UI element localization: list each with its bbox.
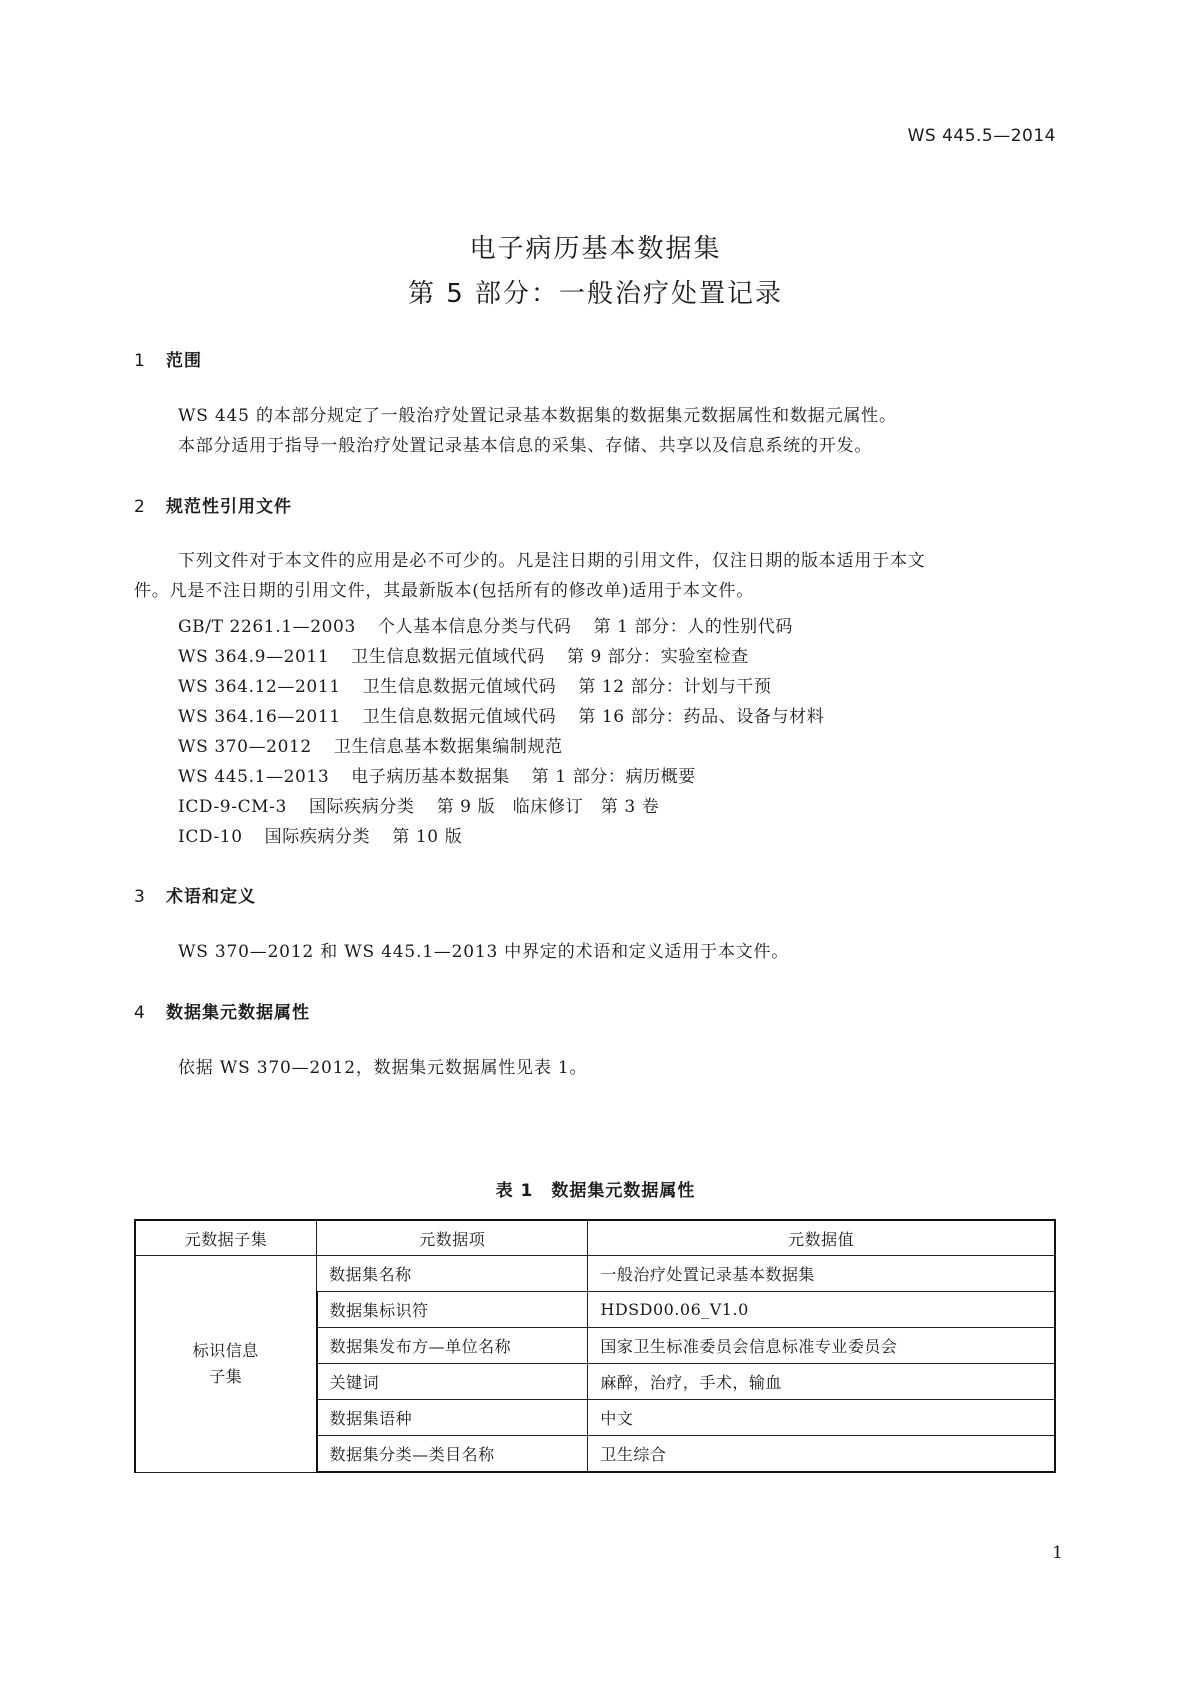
metadata-item: 关键词 bbox=[317, 1364, 588, 1400]
reference-title: 国际疾病分类 bbox=[264, 827, 371, 847]
metadata-value: HDSD00.06_V1.0 bbox=[588, 1292, 1055, 1328]
reference-title: 卫生信息数据元值域代码 bbox=[362, 677, 557, 697]
section-2-intro: 下列文件对于本文件的应用是必不可少的。凡是注日期的引用文件，仅注日期的版本适用于本文 bbox=[178, 551, 926, 571]
table-header-row bbox=[135, 1220, 1055, 1256]
reference-part: 第 16 部分：药品、设备与材料 bbox=[578, 707, 825, 727]
reference-item bbox=[178, 822, 462, 847]
section-title: 范围 bbox=[166, 351, 202, 371]
subset-cell bbox=[135, 1256, 317, 1473]
subset-label: 标识信息 bbox=[192, 1340, 259, 1360]
section-number: 2 bbox=[134, 497, 146, 517]
section-3-paragraph: WS 370—2012 和 WS 445.1—2013 中界定的术语和定义适用于本文件。 bbox=[178, 942, 790, 962]
section-number: 4 bbox=[134, 1003, 146, 1023]
reference-code: WS 364.12—2011 bbox=[178, 677, 341, 697]
reference-part: 第 9 版 临床修订 第 3 卷 bbox=[436, 797, 660, 817]
metadata-value: 国家卫生标准委员会信息标准专业委员会 bbox=[588, 1328, 1055, 1364]
table-row bbox=[135, 1256, 1055, 1292]
reference-title: 个人基本信息分类与代码 bbox=[377, 617, 572, 637]
reference-code: WS 370—2012 bbox=[178, 737, 312, 757]
section-2-heading bbox=[134, 492, 292, 517]
section-number: 1 bbox=[134, 351, 146, 371]
reference-code: WS 364.9—2011 bbox=[178, 647, 330, 667]
reference-code: WS 445.1—2013 bbox=[178, 767, 330, 787]
metadata-value: 一般治疗处置记录基本数据集 bbox=[588, 1256, 1055, 1292]
reference-part: 第 1 部分：人的性别代码 bbox=[593, 617, 793, 637]
reference-item bbox=[178, 732, 563, 757]
document-subtitle: 第 5 部分：一般治疗处置记录 bbox=[407, 279, 784, 309]
section-1-paragraph: 本部分适用于指导一般治疗处置记录基本信息的采集、存储、共享以及信息系统的开发。 bbox=[178, 436, 873, 456]
reference-part: 第 1 部分：病历概要 bbox=[531, 767, 696, 787]
subset-label: 子集 bbox=[209, 1366, 243, 1386]
column-header: 元数据项 bbox=[317, 1220, 588, 1256]
metadata-value: 麻醉，治疗，手术，输血 bbox=[588, 1364, 1055, 1400]
metadata-item: 数据集分类—类目名称 bbox=[317, 1436, 588, 1473]
reference-title: 卫生信息数据元值域代码 bbox=[351, 647, 545, 667]
metadata-item: 数据集名称 bbox=[317, 1256, 588, 1292]
section-number: 3 bbox=[134, 887, 146, 907]
metadata-item: 数据集语种 bbox=[317, 1400, 588, 1436]
reference-item bbox=[178, 762, 696, 787]
section-1-paragraph: WS 445 的本部分规定了一般治疗处置记录基本数据集的数据集元数据属性和数据元属性。 bbox=[178, 406, 897, 426]
page-number: 1 bbox=[1052, 1543, 1063, 1563]
reference-item bbox=[178, 672, 772, 697]
reference-item bbox=[178, 642, 749, 667]
reference-title: 卫生信息数据元值域代码 bbox=[362, 707, 557, 727]
table-caption: 表 1 数据集元数据属性 bbox=[495, 1181, 696, 1201]
section-3-heading bbox=[134, 882, 256, 907]
reference-code: ICD-10 bbox=[178, 827, 243, 847]
reference-code: GB/T 2261.1—2003 bbox=[178, 617, 356, 637]
reference-item bbox=[178, 702, 824, 727]
section-title: 数据集元数据属性 bbox=[166, 1003, 310, 1023]
reference-code: WS 364.16—2011 bbox=[178, 707, 341, 727]
section-4-heading bbox=[134, 998, 310, 1023]
section-1-heading bbox=[134, 346, 202, 371]
metadata-value: 中文 bbox=[588, 1400, 1055, 1436]
reference-part: 第 10 版 bbox=[392, 827, 463, 847]
reference-title: 国际疾病分类 bbox=[308, 797, 415, 817]
reference-item bbox=[178, 612, 793, 637]
reference-title: 电子病历基本数据集 bbox=[351, 767, 510, 787]
column-header: 元数据值 bbox=[588, 1220, 1055, 1256]
section-title: 术语和定义 bbox=[166, 887, 256, 907]
reference-part: 第 9 部分：实验室检查 bbox=[566, 647, 749, 667]
reference-part: 第 12 部分：计划与干预 bbox=[578, 677, 772, 697]
metadata-item: 数据集标识符 bbox=[317, 1292, 588, 1328]
reference-code: ICD-9-CM-3 bbox=[178, 797, 287, 817]
metadata-item: 数据集发布方—单位名称 bbox=[317, 1328, 588, 1364]
reference-item bbox=[178, 792, 659, 817]
metadata-value: 卫生综合 bbox=[588, 1436, 1055, 1473]
column-header: 元数据子集 bbox=[135, 1220, 317, 1256]
standard-number: WS 445.5—2014 bbox=[907, 126, 1056, 146]
section-2-intro: 件。凡是不注日期的引用文件，其最新版本(包括所有的修改单)适用于本文件。 bbox=[134, 581, 755, 601]
document-title: 电子病历基本数据集 bbox=[469, 234, 722, 264]
section-4-paragraph: 依据 WS 370—2012，数据集元数据属性见表 1。 bbox=[178, 1058, 588, 1078]
metadata-table bbox=[134, 1219, 1056, 1473]
section-title: 规范性引用文件 bbox=[166, 497, 292, 517]
reference-title: 卫生信息基本数据集编制规范 bbox=[333, 737, 563, 757]
